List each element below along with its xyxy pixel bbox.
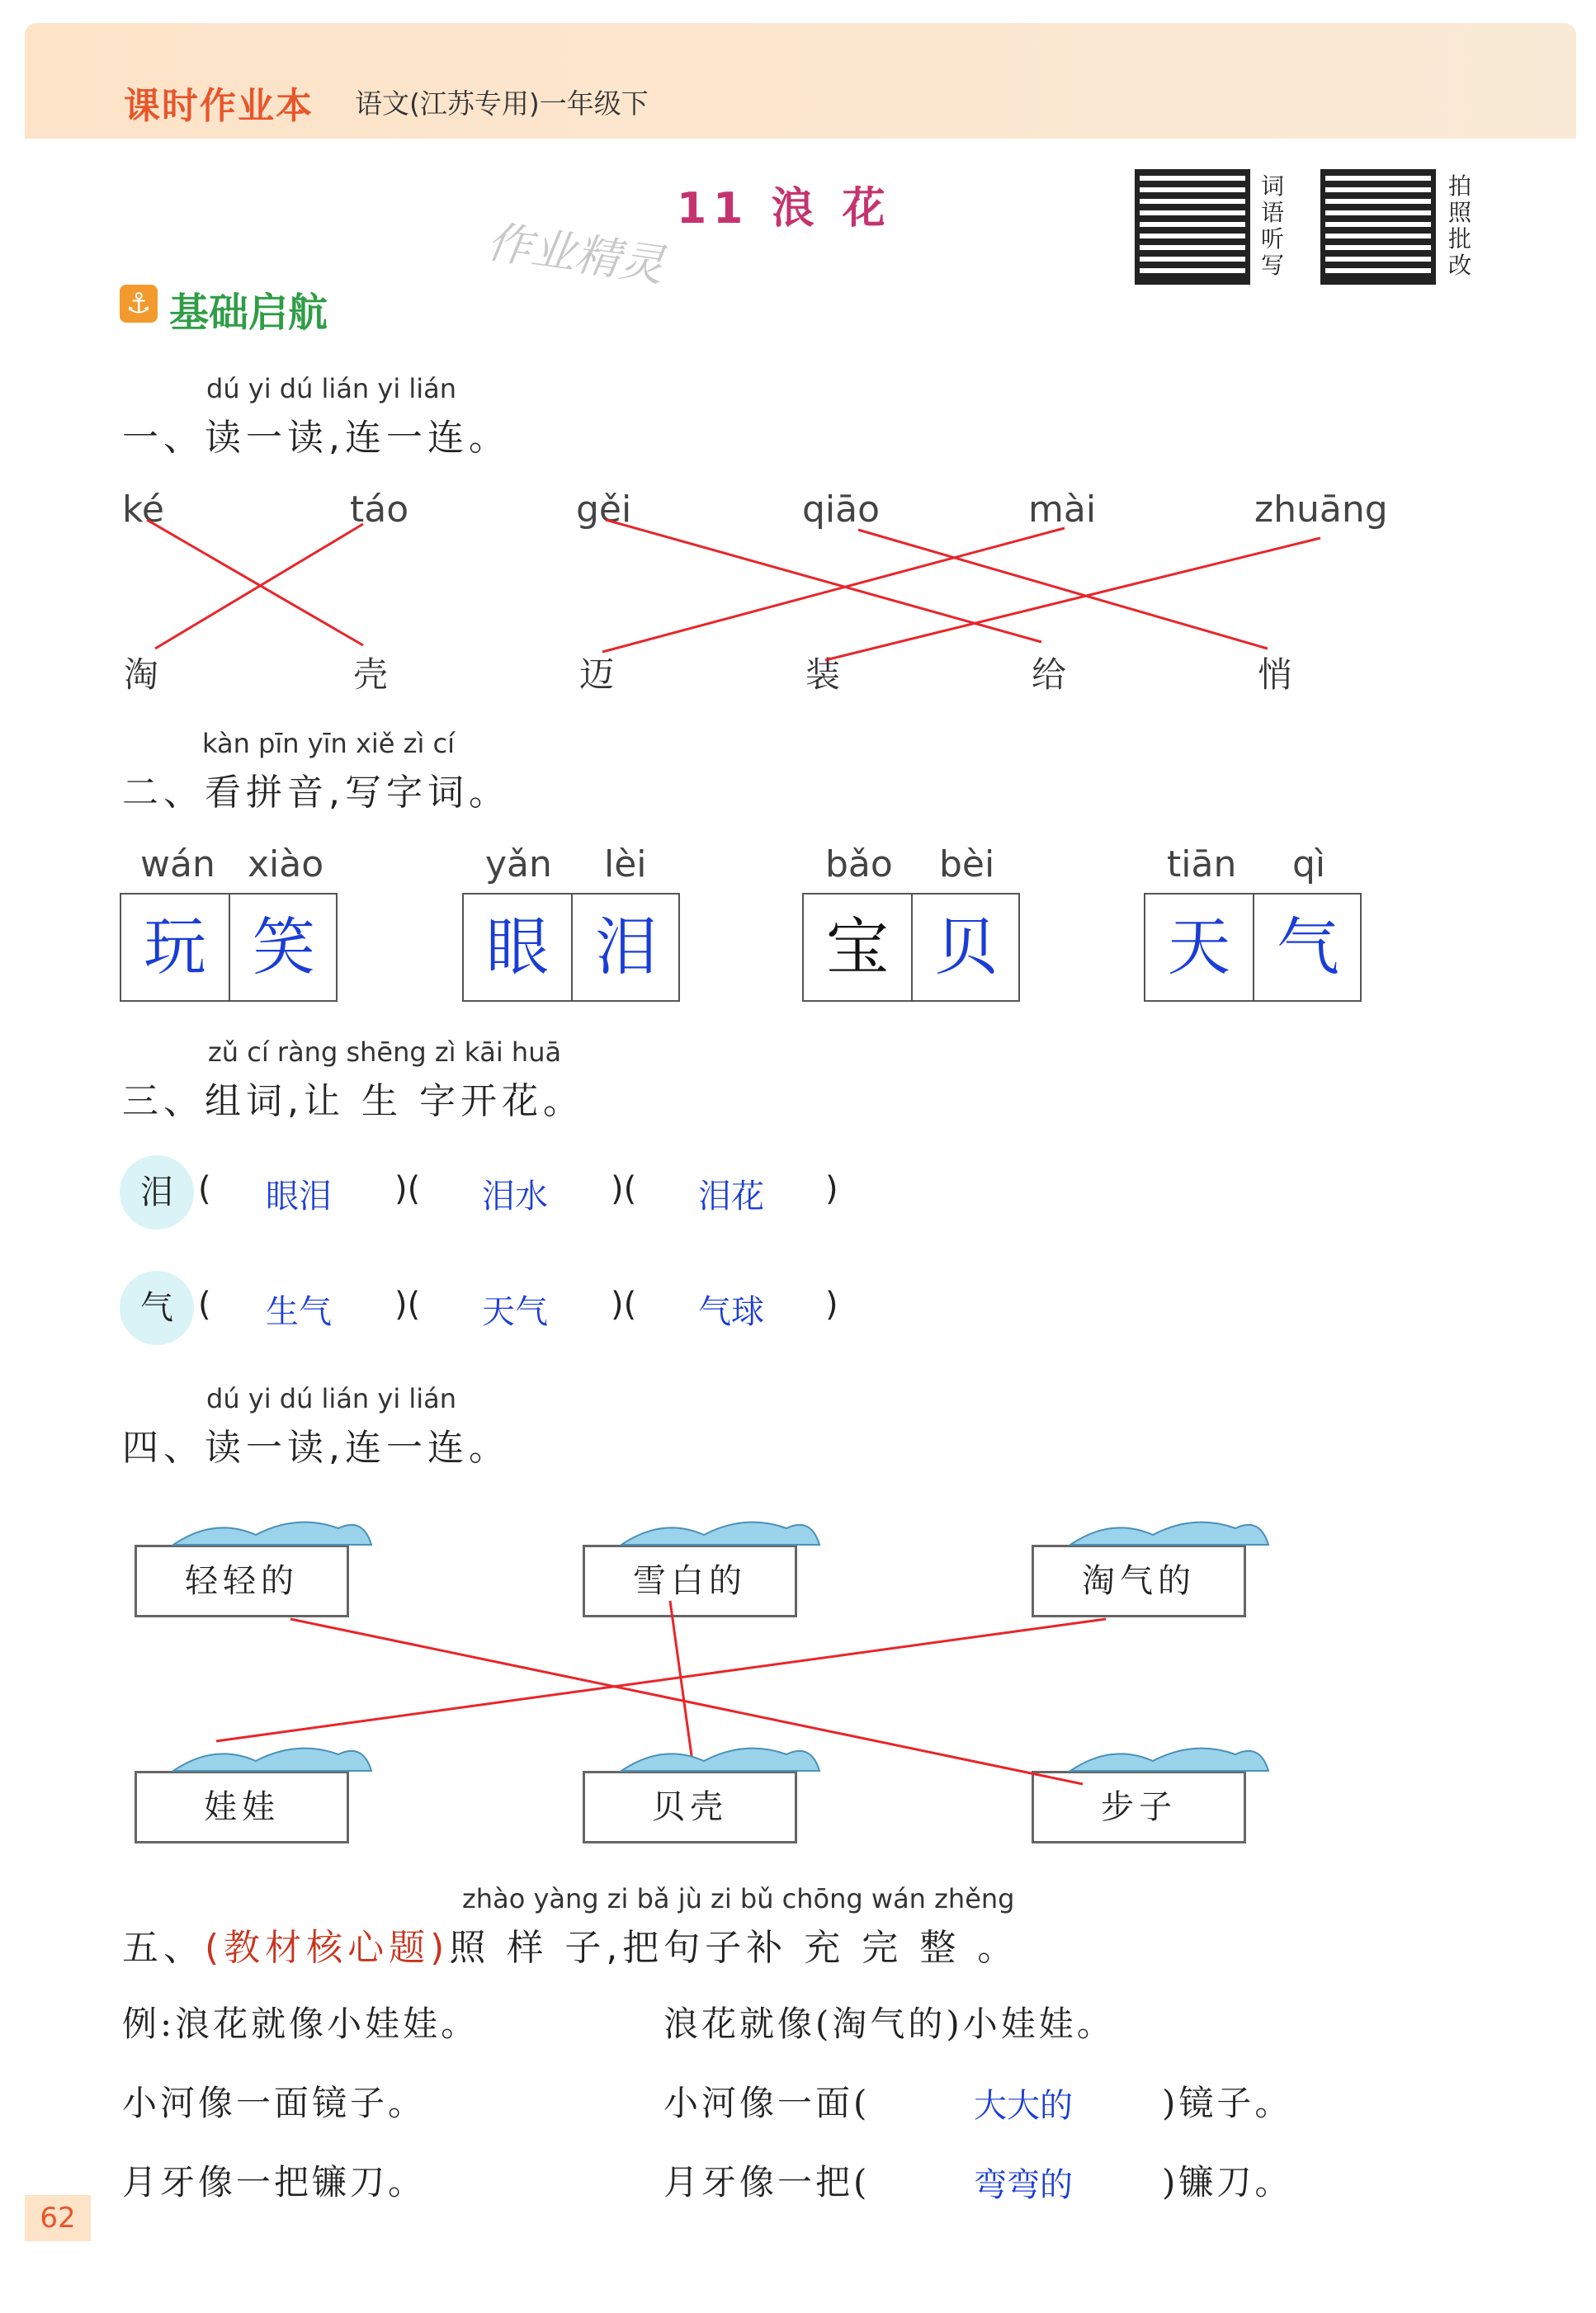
q1-bottom-2: 壳 (353, 654, 389, 695)
q5-row2-left: 月牙像一把镰刀。 (122, 2162, 427, 2202)
q4-bottom-3[interactable]: 步子 (1032, 1771, 1246, 1843)
q5-example-right: 浪花就像(淘气的)小娃娃。 (663, 2004, 1115, 2044)
q2-w4-char1: 天 (1168, 910, 1230, 984)
q1-bottom-6: 悄 (1258, 654, 1293, 695)
q2-w1-char1: 玩 (144, 910, 206, 984)
q3-char-badge-1: 泪 (120, 1155, 194, 1230)
q4-bottom-2[interactable]: 贝壳 (583, 1771, 797, 1843)
q4-top-3[interactable]: 淘气的 (1032, 1545, 1246, 1617)
q5-row1-answer[interactable]: 大大的 (974, 2087, 1073, 2125)
wave-deco-3 (1070, 1522, 1268, 1545)
q1-title: 一、读一读,连一连。 (122, 417, 510, 459)
q2-w2-py2: lèi (604, 843, 647, 885)
wave-deco-5 (621, 1749, 819, 1771)
subject-title: 语文(江苏专用)一年级下 (355, 87, 649, 120)
q3-row1-paren3: )( (611, 1170, 637, 1208)
q3-row1-paren: ( (198, 1170, 211, 1208)
q2-w4-py2: qì (1292, 843, 1326, 885)
q1-top-3: gěi (576, 489, 632, 531)
q3-row1-ans2[interactable]: 泪水 (482, 1178, 548, 1216)
q3-row1-ans1[interactable]: 眼泪 (266, 1178, 332, 1216)
qr-label-dictation: 词语听写 (1261, 172, 1285, 279)
q3-row2-ans3[interactable]: 气球 (698, 1293, 764, 1331)
q3-row2-ans1[interactable]: 生气 (266, 1293, 332, 1331)
wave-deco-1 (173, 1522, 371, 1545)
q1-line-1 (147, 520, 363, 645)
q2-w1-py1: wán (140, 843, 215, 885)
q4-line-2 (670, 1601, 693, 1768)
lesson-title: 11 浪 花 (677, 184, 892, 234)
q5-example-left: 例:浪花就像小娃娃。 (122, 2004, 479, 2044)
q4-top-2[interactable]: 雪白的 (583, 1545, 797, 1617)
q5-row2-right-post: )镰刀。 (1162, 2162, 1293, 2202)
q3-row2-ans2[interactable]: 天气 (482, 1293, 548, 1331)
q4-line-3 (216, 1619, 1106, 1741)
q5-row2-answer[interactable]: 弯弯的 (974, 2166, 1073, 2204)
q2-w2-py1: yǎn (485, 843, 552, 885)
q5-title-text: 照 样 子,把句子补 充 完 整 。 (449, 1927, 1019, 1969)
q1-top-5: mài (1028, 489, 1097, 531)
q3-row2-paren4: ) (825, 1286, 838, 1324)
q3-char-badge-2: 气 (120, 1271, 194, 1345)
q2-title: 二、看拼音,写字词。 (122, 772, 510, 814)
q1-pinyin: dú yi dú lián yi lián (206, 373, 457, 404)
wave-deco-6 (1070, 1749, 1268, 1771)
q5-pinyin: zhào yàng zi bǎ jù zi bǔ chōng wán zhěng (462, 1883, 1015, 1914)
q2-w2-char1: 眼 (486, 910, 549, 984)
q2-w1-char2: 笑 (229, 895, 338, 1000)
q3-row1-paren4: ) (825, 1170, 838, 1208)
q1-top-4: qiāo (802, 489, 881, 531)
q3-row2-paren3: )( (611, 1286, 637, 1324)
q1-line-5 (602, 528, 1065, 652)
q3-row1-paren2: )( (394, 1170, 421, 1208)
q2-pinyin: kàn pīn yīn xiě zì cí (202, 728, 455, 759)
q5-prefix: 五、 (122, 1927, 205, 1969)
q3-row2-paren2: )( (394, 1286, 421, 1324)
q1-top-6: zhuāng (1254, 489, 1388, 531)
q2-w3-py2: bèi (939, 843, 995, 885)
q5-row1-right-post: )镜子。 (1162, 2083, 1293, 2123)
q4-title: 四、读一读,连一连。 (122, 1427, 510, 1469)
q4-bottom-1[interactable]: 娃娃 (135, 1771, 349, 1843)
q5-row2-right-pre: 月牙像一把( (663, 2162, 871, 2202)
q4-top-1[interactable]: 轻轻的 (135, 1545, 349, 1617)
q2-w1-py2: xiào (248, 843, 324, 885)
q3-title: 三、组词,让 生 字开花。 (122, 1080, 584, 1122)
q2-w4-py1: tiān (1167, 843, 1237, 885)
wave-deco-2 (621, 1522, 819, 1545)
section-title: 基础启航 (169, 290, 328, 336)
q1-bottom-1: 淘 (124, 654, 159, 695)
q1-bottom-3: 迈 (579, 654, 615, 695)
q5-row1-right-pre: 小河像一面( (663, 2083, 871, 2123)
q5-core-tag: (教材核心题) (205, 1927, 450, 1969)
q2-w3-char2: 贝 (911, 895, 1020, 1000)
wave-deco-4 (173, 1749, 371, 1771)
q4-pinyin: dú yi dú lián yi lián (206, 1383, 457, 1414)
anchor-icon: ⚓ (120, 285, 158, 323)
q5-row1-left: 小河像一面镜子。 (122, 2083, 427, 2123)
q2-w4-char2: 气 (1253, 895, 1362, 1000)
watermark: 作业精灵 (484, 215, 668, 292)
brand-title: 课时作业本 (124, 85, 314, 127)
q2-w3-char1: 宝 (826, 910, 889, 984)
q2-w2-char2: 泪 (571, 895, 680, 1000)
q1-line-4 (858, 530, 1268, 649)
q3-row2-paren: ( (198, 1286, 211, 1324)
page-number: 62 (25, 2195, 91, 2241)
q1-bottom-4: 装 (805, 654, 841, 695)
q1-top-1: ké (122, 489, 164, 531)
q1-bottom-5: 给 (1032, 654, 1067, 695)
q1-top-2: táo (350, 489, 409, 531)
q3-pinyin: zǔ cí ràng shēng zì kāi huā (208, 1036, 562, 1068)
q2-w3-py1: bǎo (825, 843, 893, 885)
qr-label-grading: 拍照批改 (1448, 172, 1472, 279)
q3-row1-ans3[interactable]: 泪花 (698, 1178, 764, 1216)
